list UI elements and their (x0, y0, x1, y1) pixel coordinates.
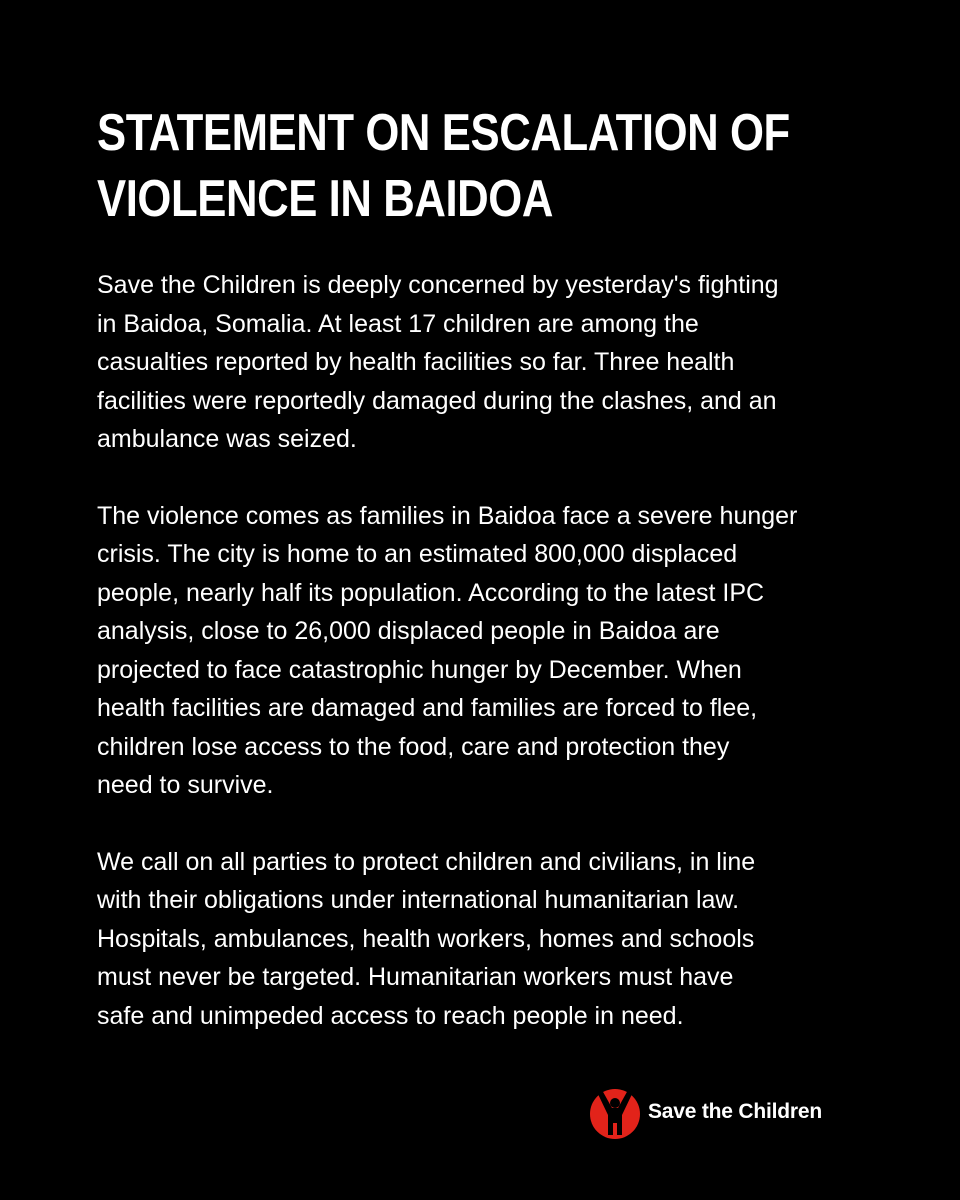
text-line: facilities were reportedly damaged during the clashes, and an (97, 386, 777, 415)
text-line: health facilities are damaged and families are forced to flee, (97, 694, 758, 722)
text-line: with their obligations under international humanitarian law. (97, 886, 740, 914)
text-line: children lose access to the food, care and protection they (97, 732, 730, 761)
text-line: Hospitals, ambulances, health workers, homes and schools (97, 924, 755, 953)
save-the-children-logo (588, 1083, 822, 1141)
text-line: people, nearly half its population. According to the latest IPC (97, 578, 765, 607)
paragraph-hunger-crisis (97, 497, 897, 805)
title-line: VIOLENCE IN BAIDOA (97, 170, 553, 228)
paragraph-casualties (97, 266, 897, 459)
text-line: in Baidoa, Somalia. At least 17 children are among the (97, 309, 699, 338)
paragraph-call-to-action (97, 843, 897, 1036)
statement-body (97, 266, 897, 1073)
text-line: We call on all parties to protect children and civilians, in line (97, 847, 756, 876)
text-line: safe and unimpeded access to reach people in need. (97, 1001, 684, 1030)
statement-title (97, 100, 790, 232)
text-line: crisis. The city is home to an estimated 800,000 displaced (97, 540, 738, 568)
text-line: ambulance was seized. (97, 425, 357, 453)
logo-wordmark: Save the Children (648, 1100, 822, 1123)
save-the-children-emblem-icon (588, 1083, 642, 1141)
text-line: need to survive. (97, 771, 274, 799)
text-line: Save the Children is deeply concerned by yesterday's fighting (97, 271, 779, 299)
text-line: projected to face catastrophic hunger by December. When (97, 655, 742, 684)
text-line: must never be targeted. Humanitarian workers must have (97, 963, 734, 991)
text-line: casualties reported by health facilities so far. Three health (97, 348, 735, 376)
title-line: STATEMENT ON ESCALATION OF (97, 104, 790, 162)
text-line: The violence comes as families in Baidoa face a severe hunger (97, 501, 798, 530)
text-line: analysis, close to 26,000 displaced people in Baidoa are (97, 617, 720, 645)
